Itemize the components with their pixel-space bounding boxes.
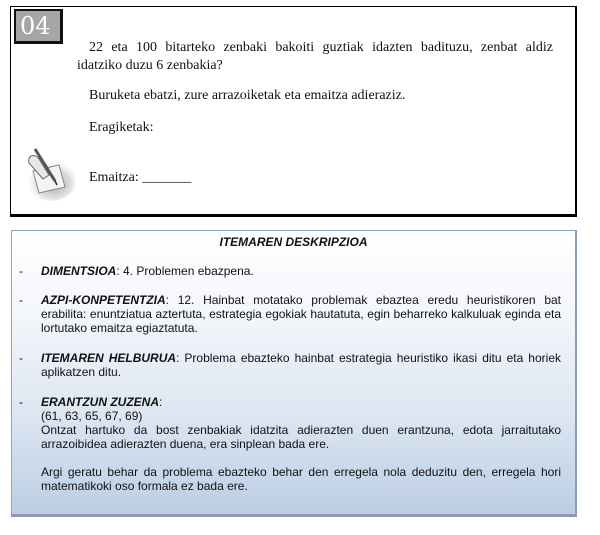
answer-note-1: Ontzat hartuko da bost zenbakiak idatzita adierazten duen erantzuna, edota jarraitutako arrazoibidea adierazten duena, era sinplean bada ere.	[41, 423, 561, 451]
item-label: ITEMAREN HELBURUA	[41, 351, 177, 365]
description-item-goal	[19, 351, 561, 379]
description-title: ITEMAREN DESKRIPZIOA	[219, 235, 368, 249]
pencil-writing-icon	[19, 145, 75, 201]
correct-answer-values: (61, 63, 65, 67, 69)	[41, 409, 143, 423]
bullet: -	[19, 264, 23, 278]
item-text: : 4. Problemen ebazpena.	[116, 264, 254, 278]
description-item-subcompetence	[19, 293, 561, 335]
item-label: ERANTZUN ZUZENA	[41, 395, 159, 409]
result-field[interactable]: Emaitza: _______	[89, 170, 192, 185]
problem-number-badge: 04	[14, 9, 63, 44]
operations-label: Eragiketak:	[89, 120, 154, 135]
item-text: : 12. Hainbat motatako problemak ebaztea eredu heuristikoren bat erabilita: enuntziatua aztertuta, estrategia egokiak hautatuta, egin beharreko kalkuluak eginda eta lortutako emaitza egiaztatuta.	[41, 293, 561, 335]
answer-note-2: Argi geratu behar da problema ebazteko behar den erregela nola deduzitu den, erregela hori matematikoki oso formala ez bada ere.	[41, 465, 561, 493]
item-label: DIMENTSIOA	[41, 264, 117, 278]
problem-card	[10, 6, 577, 217]
question-body: 22 eta 100 bitarteko zenbaki bakoiti guztiak idazten badituzu, zenbat aldiz idatziko duzu 6 zenbakia?	[77, 40, 553, 73]
item-description-panel	[11, 230, 577, 517]
item-label: AZPI-KONPETENTZIA	[41, 293, 166, 307]
instruction-text: Buruketa ebatzi, zure arrazoiketak eta emaitza adieraziz.	[89, 88, 406, 103]
question-text	[77, 39, 553, 75]
bullet: -	[19, 351, 23, 365]
description-item-dimension	[19, 264, 561, 278]
bullet: -	[19, 293, 23, 307]
description-item-correct-answer	[19, 395, 561, 493]
item-text: :	[159, 395, 163, 409]
item-text: : Problema ebazteko hainbat estrategia heuristiko ikasi ditu eta horiek aplikatzen ditu.	[41, 351, 561, 379]
bullet: -	[19, 395, 23, 409]
